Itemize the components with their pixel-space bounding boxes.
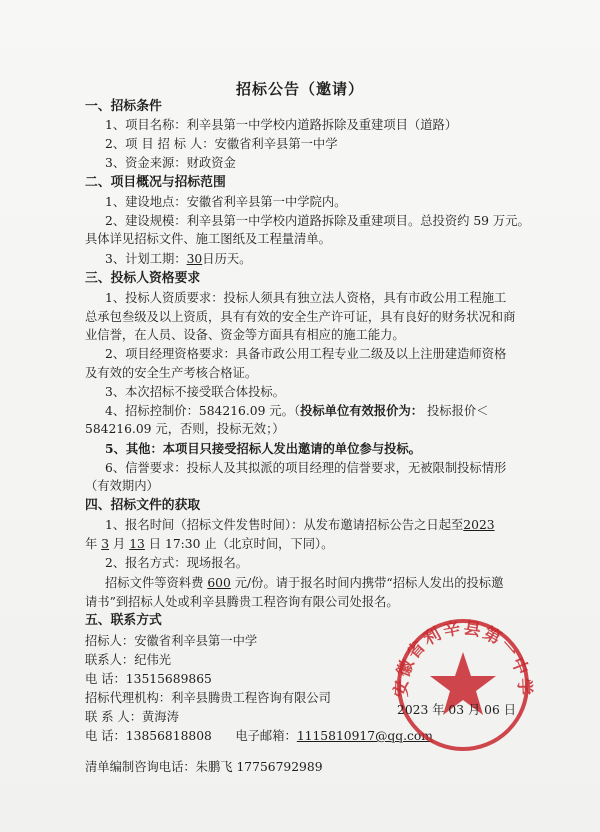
credit-line-2: （有效期内） — [85, 479, 159, 493]
agency-phone-line — [85, 728, 433, 744]
manager-line-2: 及有效的安全生产考核合格证。 — [85, 366, 258, 380]
fee-line-1 — [105, 575, 503, 591]
duration-label: 3、计划工期： — [105, 252, 187, 266]
price-line-1 — [105, 403, 488, 419]
fee-label: 招标文件等资料费 — [105, 576, 204, 590]
document-title: 招标公告（邀请） — [235, 80, 364, 98]
seal-text-path: 安徽省利辛县第一中学 — [391, 618, 535, 698]
duration-days: 30 — [186, 252, 203, 266]
month-unit: 月 — [112, 537, 126, 551]
fee-line-2: 请书”到招标人处或利辛县腾贵工程咨询有限公司处报名。 — [85, 595, 399, 609]
registration-year: 2023 — [463, 518, 495, 532]
contact-phone: 电 话：13515689865 — [85, 672, 212, 686]
section-1-heading: 一、招标条件 — [85, 99, 162, 114]
issue-date: 2023 年 03 月 06 日 — [397, 703, 517, 717]
credit-line-1: 6、信誉要求：投标人及其拟派的项目经理的信誉要求，无被限制投标情形 — [105, 461, 507, 475]
year-unit: 年 — [85, 537, 98, 551]
consortium-line: 3、本次招标不接受联合体投标。 — [105, 385, 285, 399]
registration-deadline: 日 17:30 止（北京时间，下同）。 — [148, 537, 334, 551]
registration-method-line: 2、报名方式：现场报名。 — [105, 556, 249, 570]
contact-tenderer: 招标人：安徽省利辛县第一中学 — [85, 634, 258, 648]
email-label: 电子邮箱： — [235, 729, 297, 743]
seal-graphic — [388, 590, 538, 760]
project-name-line: 1、项目名称：利辛县第一中学校内道路拆除及重建项目（道路） — [105, 118, 458, 132]
fee-amount: 600 — [207, 576, 231, 590]
consult-line: 清单编制咨询电话：朱鹏飞 17756792989 — [85, 760, 323, 774]
registration-line-1 — [105, 517, 495, 533]
manager-line-1: 2、项目经理资格要求：具备市政公用工程专业二级及以上注册建造师资格 — [105, 347, 507, 361]
section-4-heading: 四、招标文件的获取 — [85, 498, 201, 513]
duration-line — [105, 251, 251, 267]
scale-line: 2、建设规模：利辛县第一中学校内道路拆除及重建项目。总投资约 59 万元。 — [105, 214, 530, 228]
site-line: 1、建设地点：安徽省利辛县第一中学院内。 — [105, 195, 347, 209]
agency-line: 招标代理机构：利辛县腾贵工程咨询有限公司 — [85, 691, 331, 705]
qualification-line-3: 业信誉，在人员、设备、资金等方面具有相应的施工能力。 — [85, 328, 405, 342]
registration-day: 13 — [129, 537, 145, 551]
fee-text: 元/份。请于报名时间内携带“招标人发出的投标邀 — [234, 576, 504, 590]
valid-bid-condition: 投标报价＜ — [426, 404, 489, 418]
qualification-line-2: 总承包叁级及以上资质，具有有效的安全生产许可证，具有良好的财务状况和商 — [85, 310, 516, 324]
valid-bid-label: 投标单位有效报价为： — [300, 403, 424, 418]
registration-label: 1、报名时间（招标文件发售时间）：从发布邀请招标公告之日起至 — [105, 518, 464, 532]
qualification-line-1: 1、投标人资质要求：投标人须具有独立法人资格，具有市政公用工程施工 — [105, 291, 507, 305]
price-limit: 4、招标控制价：584216.09 元。（ — [105, 404, 301, 418]
duration-unit: 日历天。 — [202, 252, 252, 266]
funding-line: 3、资金来源：财政资金 — [105, 156, 236, 170]
price-close-paren: ） — [272, 422, 285, 436]
price-line-2 — [85, 421, 285, 437]
price-condition: 584216.09 元，否则，投标无效； — [85, 422, 273, 436]
scale-line-2: 具体详见招标文件、施工图纸及工程量清单。 — [85, 232, 331, 246]
registration-line-2 — [85, 536, 333, 552]
email-address[interactable]: 1115810917@qq.com — [296, 729, 433, 743]
agency-contact: 联 系 人：黄海涛 — [85, 710, 179, 724]
other-line: 5、其他：本项目只接受招标人发出邀请的单位参与投标。 — [105, 441, 421, 456]
section-5-heading: 五、联系方式 — [85, 613, 162, 628]
official-seal — [388, 590, 538, 760]
tenderer-line: 2、项 目 招 标 人：安徽省利辛县第一中学 — [105, 137, 338, 151]
agency-phone: 电 话：13856818808 — [85, 729, 212, 743]
section-3-heading: 三、投标人资格要求 — [85, 271, 201, 286]
section-2-heading: 二、项目概况与招标范围 — [85, 175, 226, 190]
registration-month: 3 — [101, 537, 110, 551]
contact-person: 联系人：纪伟光 — [85, 653, 172, 667]
